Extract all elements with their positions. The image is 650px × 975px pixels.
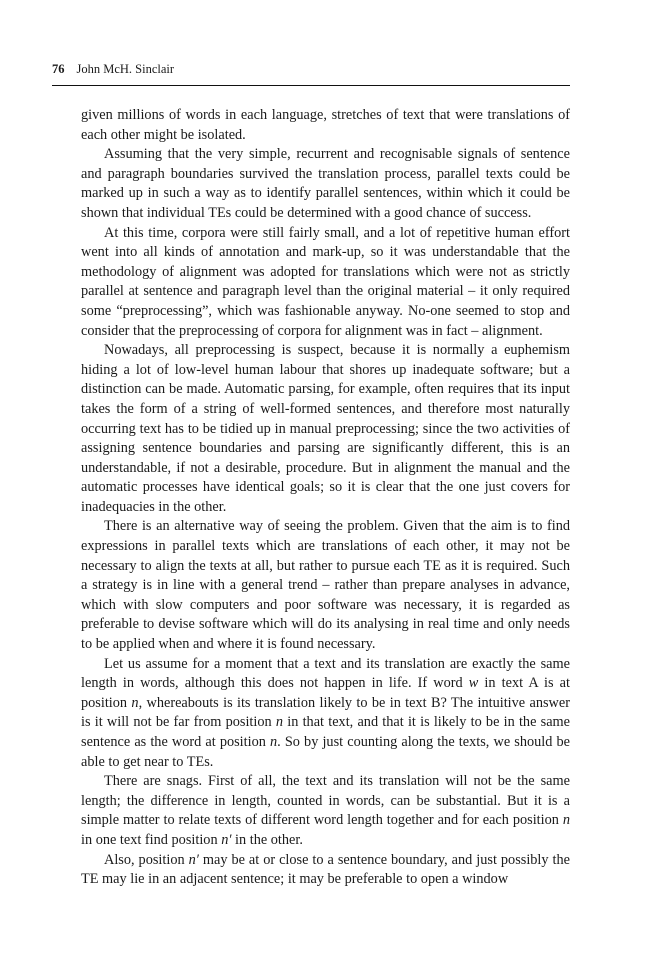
running-head-author: John McH. Sinclair: [76, 62, 175, 76]
text-run: in the other.: [231, 831, 303, 848]
italic-variable: n′: [221, 831, 232, 848]
italic-variable: n′: [188, 851, 199, 868]
text-run: may be at or close to a sentence boundary, and just possibly the TE may lie in an adjacent sentence; it may be preferable to open a window: [81, 851, 570, 888]
paragraph: [81, 655, 570, 773]
italic-variable: n: [275, 714, 284, 731]
paragraph: [81, 772, 570, 850]
text-run: . So by just counting along the texts, we should be able to get near to TEs.: [81, 734, 570, 770]
text-run: Also, position: [104, 851, 189, 868]
text-run: in text A is at position: [81, 675, 571, 711]
paragraph: There is an alternative way of seeing the problem. Given that the aim is to find expressions in parallel texts which are translations of each other, it may not be necessary to align the texts at all, but rather to pursue each TE as it is required. Such a strategy is in line with a general trend – rather than prepare analyses in advance, which with slow computers and poor software was necessary, it is regarded as preferable to devise software which will do its analysing in real time and only needs to be applied when and where it is found necessary.: [81, 518, 570, 653]
paragraph: At this time, corpora were still fairly small, and a lot of repetitive human effort went into all kinds of annotation and mark-up, so it was understandable that the methodology of alignment was adopted for translations which were not as strictly parallel at sentence and paragraph level than the original material – it only required some “preprocessing”, which was fashionable anyway. No-one seemed to stop and consider that the preprocessing of corpora for alignment was in fact – alignment.: [81, 224, 570, 339]
italic-variable: w: [468, 675, 479, 692]
paragraph: Assuming that the very simple, recurrent and recognisable signals of sentence and paragraph boundaries survived the translation process, parallel texts could be marked up in such a way as to identify parallel sentences, within which it could be shown that individual TEs could be determined with a good chance of success.: [81, 146, 570, 221]
text-run: in one text find position: [81, 831, 222, 848]
text-run: , whereabouts is its translation likely to be in text B? The intuitive answer is it will not be far from position: [81, 694, 570, 731]
running-header: [52, 62, 570, 77]
page-number: 76: [52, 62, 65, 76]
text-run: There are snags. First of all, the text and its translation will not be the same length; the difference in length, counted in words, can be substantial. But it is a simple matter to relate texts of different word length together and for each position: [81, 773, 570, 829]
text-run: in that text, and that it is likely to be in the same sentence as the word at position: [81, 714, 571, 750]
italic-variable: n: [270, 734, 278, 750]
italic-variable: n: [562, 812, 570, 829]
paragraph: Nowadays, all preprocessing is suspect, because it is normally a euphemism hiding a lot of low-level human labour that shores up inadequate software; but a distinction can be made. Automatic parsing, for example, often requires that its input takes the form of a string of well-formed sentences, and therefore most naturally occurring text has to be tidied up in manual preprocessing; since the two activities of assigning sentence boundaries and parsing are significantly different, this is an understandable, if not a desirable, procedure. But in alignment the manual and the automatic processes have identical goals; so it is clear that the one just covers for inadequacies in the other.: [81, 342, 570, 515]
header-rule: [52, 85, 570, 86]
text-run: Let us assume for a moment that a text and its translation are exactly the same length in words, although this does not happen in life. If word: [81, 655, 570, 692]
paragraph: [81, 851, 570, 890]
paragraph: given millions of words in each language, stretches of text that were translations of each other might be isolated.: [81, 107, 570, 143]
italic-variable: n: [131, 694, 139, 711]
body-text: [81, 106, 570, 890]
